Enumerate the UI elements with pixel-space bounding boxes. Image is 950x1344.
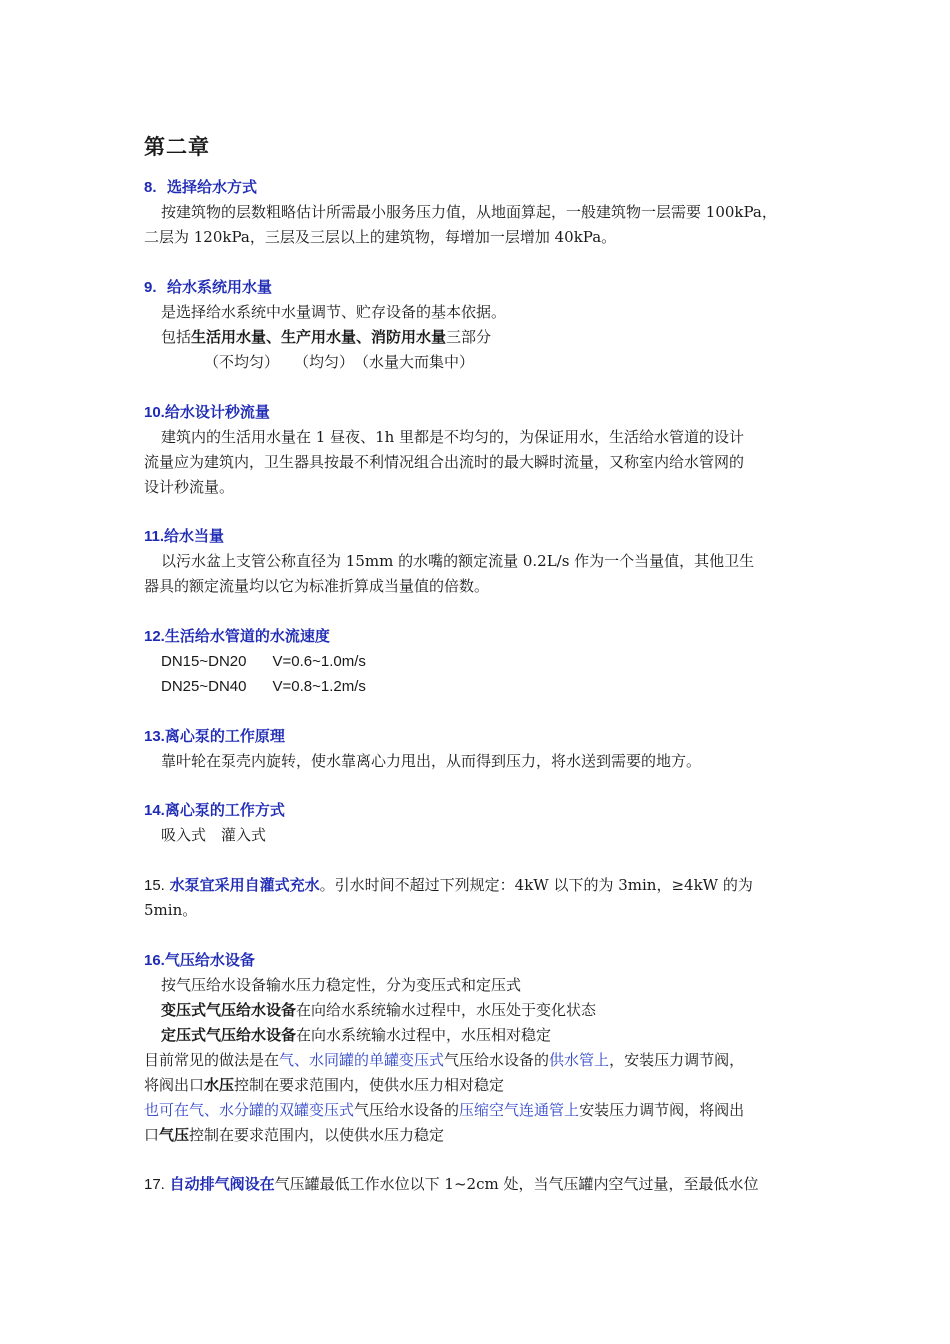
section-16-text-5: 将阀出口水压控制在要求范围内，使供水压力相对稳定: [144, 1076, 505, 1094]
section-16-text-7: 口气压控制在要求范围内，以使供水压力稳定: [144, 1126, 445, 1144]
section-13-text-1: 靠叶轮在泵壳内旋转，使水靠离心力甩出，从而得到压力，将水送到需要的地方。: [161, 752, 702, 770]
section-15-text-1: 15. 水泵宜采用自灌式充水。引水时间不超过下列规定：4kW 以下的为 3min，≥4kW 的为: [144, 876, 753, 894]
section-11-heading: 11.给水当量: [144, 527, 225, 545]
section-10-heading: 10.给水设计秒流量: [144, 403, 270, 421]
section-14: [144, 798, 814, 848]
section-9-text-3: （不均匀） （均匀） （水量大而集中）: [204, 353, 475, 371]
section-14-heading: 14.离心泵的工作方式: [144, 801, 285, 819]
section-15-heading: 水泵宜采用自灌式充水: [169, 876, 320, 894]
section-16-text-3: 定压式气压给水设备在向水系统输水过程中，水压相对稳定: [161, 1026, 552, 1044]
section-9-heading: 9. 给水系统用水量: [144, 278, 272, 296]
section-16-text-6: 也可在气、水分罐的双罐变压式气压给水设备的压缩空气连通管上安装压力调节阀，将阀出: [144, 1101, 745, 1119]
section-8: [144, 175, 814, 250]
section-13: [144, 724, 814, 774]
section-11-text-2: 器具的额定流量均以它为标准折算成当量值的倍数。: [144, 577, 490, 595]
section-16-text-4: 目前常见的做法是在气、水同罐的单罐变压式气压给水设备的供水管上，安装压力调节阀，: [144, 1051, 745, 1069]
section-10-text-3: 设计秒流量。: [144, 478, 235, 496]
section-9: [144, 275, 814, 375]
section-16: [144, 948, 814, 1148]
section-16-heading: 16.气压给水设备: [144, 951, 255, 969]
section-8-text-2: 二层为 120kPa，三层及三层以上的建筑物，每增加一层增加 40kPa。: [144, 228, 617, 246]
water-types-emphasis: 生活用水量、生产用水量、消防用水量: [191, 328, 447, 346]
chapter-title: 第二章: [144, 134, 210, 159]
section-16-text-1: 按气压给水设备输水压力稳定性，分为变压式和定压式: [161, 976, 522, 994]
section-10-text-1: 建筑内的生活用水量在 1 昼夜、1h 里都是不均匀的，为保证用水，生活给水管道的设计: [161, 428, 745, 446]
section-15: [144, 873, 814, 923]
section-8-text-1: 按建筑物的层数粗略估计所需最小服务压力值，从地面算起，一般建筑物一层需要 100kPa，: [161, 203, 777, 221]
section-10: [144, 400, 814, 500]
section-17-text-1: 17. 自动排气阀设在气压罐最低工作水位以下 1~2cm 处，当气压罐内空气过量，至最低水位: [144, 1175, 759, 1193]
section-17-heading: 自动排气阀设在: [169, 1175, 275, 1193]
section-9-text-1: 是选择给水系统中水量调节、贮存设备的基本依据。: [161, 303, 507, 321]
velocity-row-2: DN25~DN40 V=0.8~1.2m/s: [161, 678, 366, 695]
section-13-heading: 13.离心泵的工作原理: [144, 727, 285, 745]
velocity-row-1: DN15~DN20 V=0.6~1.0m/s: [161, 653, 366, 670]
section-10-text-2: 流量应为建筑内，卫生器具按最不利情况组合出流时的最大瞬时流量，又称室内给水管网的: [144, 453, 745, 471]
section-16-text-2: 变压式气压给水设备在向给水系统输水过程中，水压处于变化状态: [161, 1001, 597, 1019]
section-14-text-1: 吸入式 灌入式: [161, 826, 267, 844]
section-11: [144, 524, 814, 599]
section-12-heading: 12.生活给水管道的水流速度: [144, 627, 330, 645]
section-9-text-2: 包括生活用水量、生产用水量、消防用水量三部分: [161, 328, 492, 346]
section-15-text-2: 5min。: [144, 901, 198, 919]
section-12: [144, 624, 814, 699]
section-11-text-1: 以污水盆上支管公称直径为 15mm 的水嘴的额定流量 0.2L/s 作为一个当量值，其他卫生: [161, 552, 755, 570]
section-17: [144, 1172, 814, 1197]
section-8-heading: 8. 选择给水方式: [144, 178, 257, 196]
